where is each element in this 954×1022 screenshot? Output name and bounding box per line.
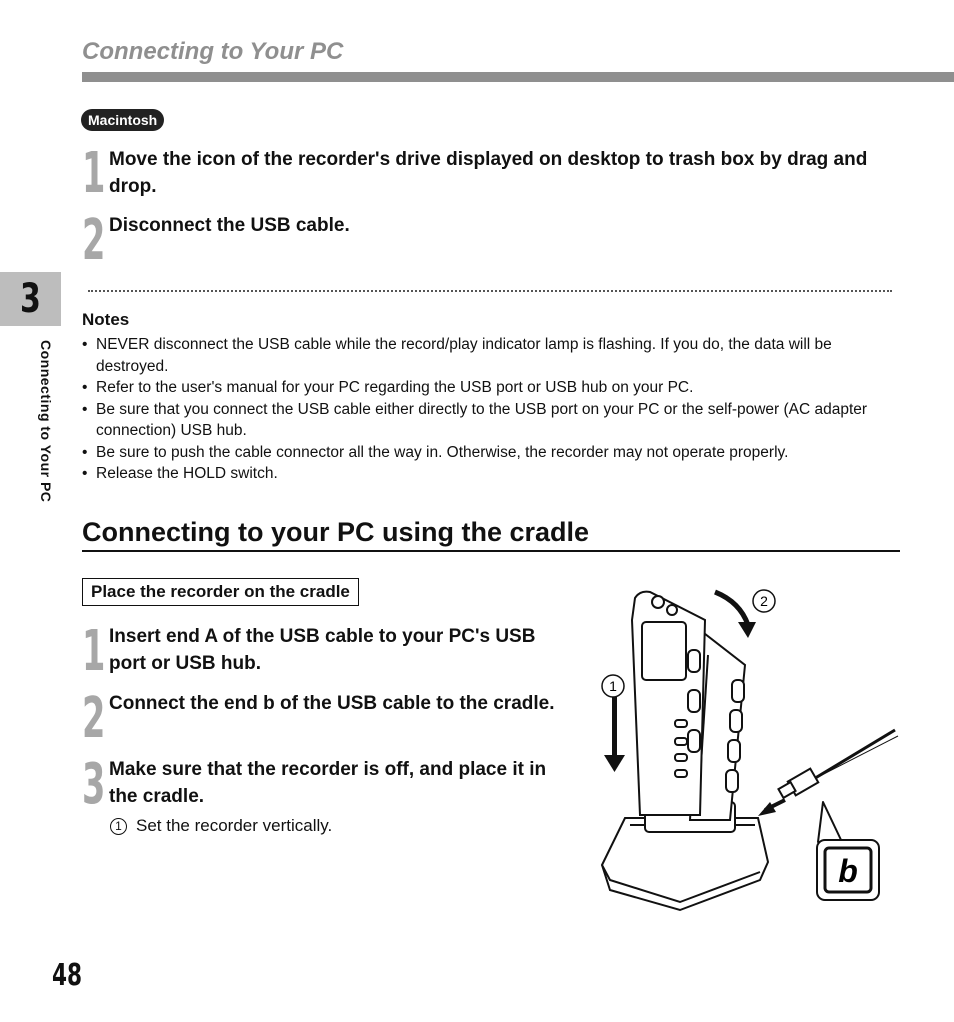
mac-step-1-text: Move the icon of the recorder's drive displayed on desktop to trash box by drag and drop. bbox=[109, 149, 868, 197]
arrow-curved-icon bbox=[715, 592, 756, 638]
callout-2-label: 2 bbox=[760, 593, 768, 609]
cradle-step-1-text: Insert end A of the USB cable to your PC's USB port or USB hub. bbox=[109, 626, 536, 674]
chapter-side-label: Connecting to Your PC bbox=[38, 340, 54, 503]
note-item: • Refer to the user's manual for your PC regarding the USB port or USB hub on your PC. bbox=[82, 377, 904, 399]
note-item: • NEVER disconnect the USB cable while the record/play indicator lamp is flashing. If you do, the data will be destroyed. bbox=[82, 334, 904, 377]
note-item: • Be sure that you connect the USB cable either directly to the USB port on your PC or the self-power (AC adapter connection) USB hub. bbox=[82, 399, 904, 442]
arrow-left-icon bbox=[758, 800, 785, 816]
section-title: Connecting to your PC using the cradle bbox=[82, 517, 590, 547]
substep-marker: 1 bbox=[110, 818, 127, 835]
cradle-step-2-text: Connect the end b of the USB cable to the cradle. bbox=[109, 693, 555, 714]
usb-cable bbox=[778, 730, 898, 798]
cradle-step-3-number: 3 bbox=[82, 752, 106, 817]
substep-text: Set the recorder vertically. bbox=[136, 816, 333, 835]
chapter-number: 3 bbox=[20, 276, 41, 322]
cradle-illustration bbox=[580, 580, 910, 925]
macintosh-badge: Macintosh bbox=[81, 109, 164, 131]
mac-step-1-number: 1 bbox=[82, 141, 106, 206]
substep bbox=[110, 816, 332, 836]
cradle-step-3-text: Make sure that the recorder is off, and place it in the cradle. bbox=[109, 759, 547, 807]
mac-step-2-text: Disconnect the USB cable. bbox=[109, 215, 350, 236]
arrow-down-icon bbox=[604, 685, 625, 772]
notes-list bbox=[82, 334, 904, 485]
callout-1-label: 1 bbox=[609, 678, 617, 694]
connector-b-letter: b bbox=[838, 853, 858, 889]
header-bar bbox=[82, 72, 954, 82]
page-number: 48 bbox=[52, 958, 83, 993]
cradle-step-1-number: 1 bbox=[82, 619, 106, 684]
cradle-base bbox=[602, 802, 768, 910]
header-title: Connecting to Your PC bbox=[82, 38, 344, 65]
notes-title: Notes bbox=[82, 310, 130, 329]
mac-step-2-number: 2 bbox=[82, 208, 106, 273]
section-rule bbox=[82, 550, 900, 552]
dotted-separator bbox=[88, 290, 892, 292]
recorder-front bbox=[632, 592, 705, 815]
note-item: • Release the HOLD switch. bbox=[82, 463, 904, 485]
boxed-heading: Place the recorder on the cradle bbox=[82, 578, 359, 606]
cradle-step-2-number: 2 bbox=[82, 686, 106, 751]
note-item: • Be sure to push the cable connector all the way in. Otherwise, the recorder may not operate properly. bbox=[82, 442, 904, 464]
